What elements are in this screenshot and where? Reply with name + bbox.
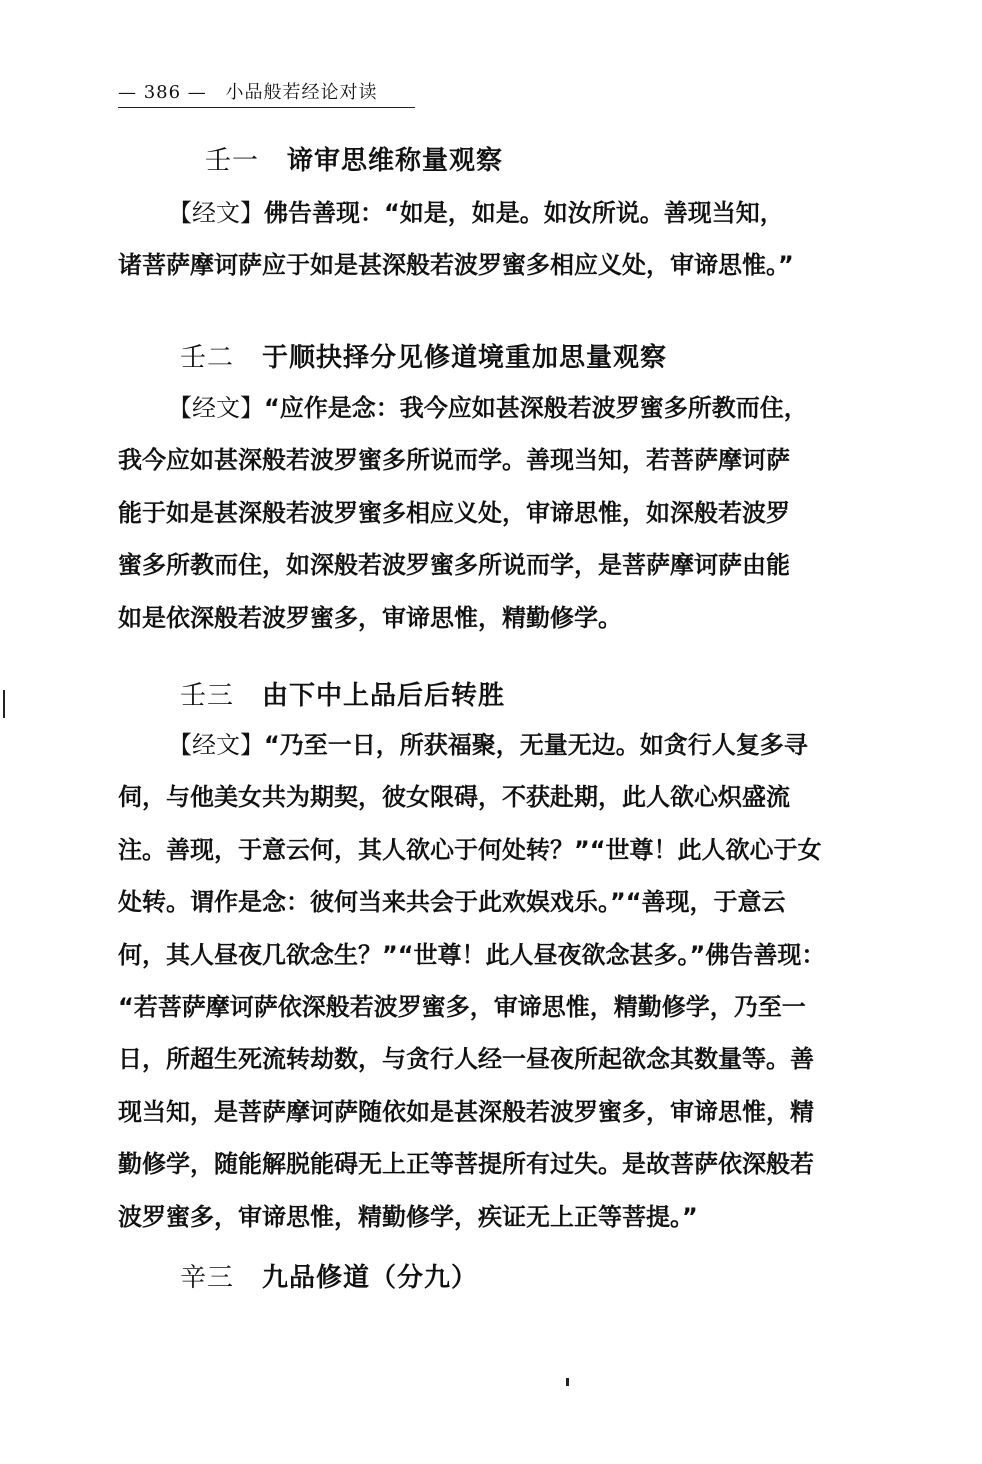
text-line: 波罗蜜多，审谛思惟，精勤修学，疾证无上正等菩提。” (118, 1202, 698, 1231)
text-line (118, 187, 860, 239)
text-line: “若菩萨摩诃萨依深般若波罗蜜多，审谛思惟，精勤修学，乃至一 (118, 992, 806, 1021)
text-line: 处转。谓作是念：彼何当来共会于此欢娱戏乐。”“善现，于意云 (118, 888, 786, 917)
scripture-tag: 【经文】 (168, 199, 264, 227)
scripture-tag: 【经文】 (168, 394, 264, 422)
section-body-1 (118, 187, 860, 292)
text-line: 现当知，是菩萨摩诃萨随依如是甚深般若波罗蜜多，审谛思惟，精 (118, 1097, 814, 1126)
text-line (118, 719, 860, 771)
heading-title: 九品修道（分九） (262, 1263, 479, 1293)
heading-number: 壬二 (180, 343, 235, 373)
heading-number: 壬一 (205, 146, 260, 176)
text-line: 蜜多所教而住，如深般若波罗蜜多所说而学，是菩萨摩诃萨由能 (118, 551, 790, 580)
page-number: — 386 — (118, 82, 207, 103)
heading-number: 辛三 (180, 1263, 235, 1293)
text-line: 如是依深般若波罗蜜多，审谛思惟，精勤修学。 (118, 603, 622, 632)
heading-title: 于顺抉择分见修道境重加思量观察 (262, 343, 668, 373)
book-title: 小品般若经论对读 (225, 82, 378, 103)
text-line: 能于如是甚深般若波罗蜜多相应义处，审谛思惟，如深般若波罗 (118, 498, 790, 527)
text-line: 注。善现，于意云何，其人欲心于何处转？”“世尊！此人欲心于女 (118, 835, 822, 864)
section-heading-1 (205, 140, 503, 177)
text-line-content: 佛告善现：“如是，如是。如汝所说。善现当知， (264, 199, 784, 227)
text-line-content: “应作是念：我今应如甚深般若波罗蜜多所教而住， (264, 394, 808, 422)
section-body-2 (118, 382, 860, 644)
text-line (118, 382, 860, 434)
section-body-3 (118, 719, 860, 1243)
scripture-tag: 【经文】 (168, 731, 264, 759)
text-line: 伺，与他美女共为期契，彼女限碍，不获赴期，此人欲心炽盛流 (118, 783, 790, 812)
text-line-content: “乃至一日，所获福聚，无量无边。如贪行人复多寻 (264, 731, 808, 759)
scan-speck (566, 1378, 569, 1386)
next-section-heading (180, 1257, 478, 1294)
text-line: 我今应如甚深般若波罗蜜多所说而学。善现当知，若菩萨摩诃萨 (118, 446, 790, 475)
section-heading-2 (180, 337, 667, 374)
section-heading-3 (180, 675, 505, 712)
text-line: 诸菩萨摩诃萨应于如是甚深般若波罗蜜多相应义处，审谛思惟。” (118, 251, 794, 280)
heading-title: 谛审思维称量观察 (287, 146, 504, 176)
text-line: 日，所超生死流转劫数，与贪行人经一昼夜所起欲念其数量等。善 (118, 1045, 814, 1074)
scan-edge-mark (3, 690, 5, 718)
running-header (118, 78, 415, 108)
heading-number: 壬三 (180, 681, 235, 711)
text-line: 勤修学，随能解脱能碍无上正等菩提所有过失。是故菩萨依深般若 (118, 1150, 814, 1179)
text-line: 何，其人昼夜几欲念生？”“世尊！此人昼夜欲念甚多。”佛告善现： (118, 940, 826, 969)
heading-title: 由下中上品后后转胜 (262, 681, 506, 711)
